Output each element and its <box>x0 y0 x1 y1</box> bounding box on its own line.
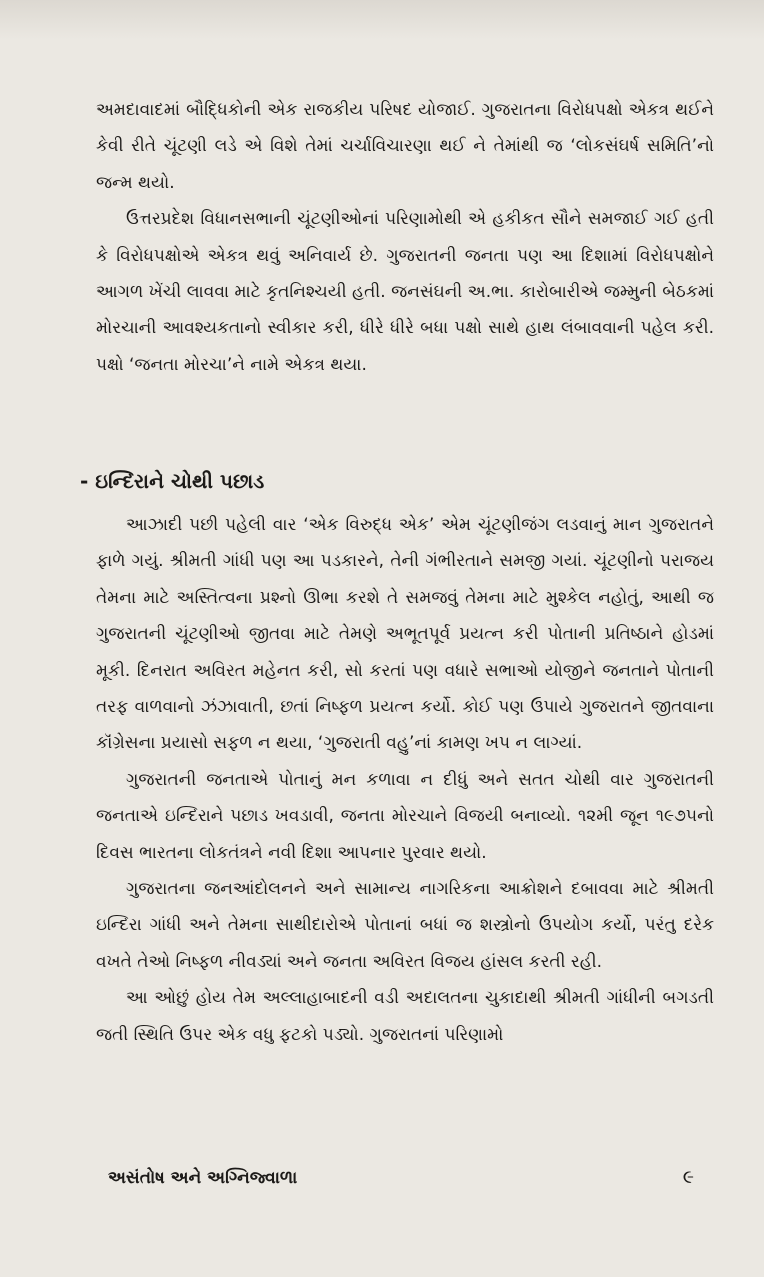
paragraph-1: અમદાવાદમાં બૌદ્ધિકોની એક રાજકીય પરિષદ યોજાઈ. ગુજરાતના વિરોધપક્ષો એકત્ર થઈને કેવી રીતે ચૂંટણી લડે એ વિશે તેમાં ચર્ચાવિચારણા થઈ ને તેમાંથી જ ‘લોકસંઘર્ષ સમિતિ’નો જન્મ થયો. <box>96 100 714 193</box>
bottom-text-block <box>96 507 714 1053</box>
paragraph-3: આઝાદી પછી પહેલી વાર ‘એક વિરુદ્ધ એક’ એમ ચૂંટણીજંગ લડવાનું માન ગુજરાતને ફાળે ગયું. શ્રીમતી ગાંધી પણ આ પડકારને, તેની ગંભીરતાને સમજી ગયાં. ચૂંટણીનો પરાજય તેમના માટે અસ્તિત્વના પ્રશ્નો ઊભા કરશે તે સમજવું તેમના માટે મુશ્કેલ નહોતું, આથી જ ગુજરાતની ચૂંટણીઓ જીતવા માટે તેમણે અભૂતપૂર્વ પ્રયત્ન કરી પોતાની પ્રતિષ્ઠાને હોડમાં મૂકી. દિનરાત અવિરત મહેનત કરી, સો કરતાં પણ વધારે સભાઓ યોજીને જનતાને પોતાની તરફ વાળવાનો ઝંઝાવાતી, છતાં નિષ્ફળ પ્રયત્ન કર્યો. કોઈ પણ ઉપાયે ગુજરાતને જીતવાના કૉંગ્રેસના પ્રયાસો સફળ ન થયા, ‘ગુજરાતી વહુ’નાં કામણ ખપ ન લાગ્યાં. <box>96 515 714 754</box>
paragraph-2: ઉત્તરપ્રદેશ વિધાનસભાની ચૂંટણીઓનાં પરિણામોથી એ હકીકત સૌને સમજાઈ ગઈ હતી કે વિરોધપક્ષોએ એકત્ર થવું અનિવાર્ય છે. ગુજરાતની જનતા પણ આ દિશામાં વિરોધપક્ષોને આગળ ખેંચી લાવવા માટે કૃતનિશ્ચયી હતી. જનસંઘની અ.ભા. કારોબારીએ જમ્મુની બેઠકમાં મોરચાની આવશ્યકતાનો સ્વીકાર કરી, ધીરે ધીરે બધા પક્ષો સાથે હાથ લંબાવવાની પહેલ કરી. પક્ષો ‘જનતા મોરચા’ને નામે એકત્ર થયા. <box>96 209 714 375</box>
section-heading-text: ઇન્દિરાને ચોથી પછાડ <box>95 469 265 493</box>
top-text-block <box>96 92 714 383</box>
paragraph-6: આ ઓછું હોય તેમ અલ્લાહાબાદની વડી અદાલતના ચુકાદાથી શ્રીમતી ગાંધીની બગડતી જતી સ્થિતિ ઉપર એક વધુ ફટકો પડ્યો. ગુજરાતનાં પરિણામો <box>96 988 714 1045</box>
paragraph-4: ગુજરાતની જનતાએ પોતાનું મન કળાવા ન દીધું અને સતત ચોથી વાર ગુજરાતની જનતાએ ઇન્દિરાને પછાડ ખવડાવી, જનતા મોરચાને વિજયી બનાવ્યો. ૧૨મી જૂન ૧૯૭૫નો દિવસ ભારતના લોકતંત્રને નવી દિશા આપનાર પુરવાર થયો. <box>96 769 714 863</box>
page-footer <box>0 1164 764 1204</box>
footer-book-title: અસંતોષ અને અગ્નિજ્વાળા <box>108 1168 298 1188</box>
page-top-shadow <box>0 0 764 40</box>
section-heading-marker: - <box>80 469 96 493</box>
paragraph-5: ગુજરાતના જનઆંદોલનને અને સામાન્ય નાગરિકના આક્રોશને દબાવવા માટે શ્રીમતી ઇન્દિરા ગાંધી અને તેમના સાથીદારોએ પોતાનાં બધાં જ શસ્ત્રોનો ઉપયોગ કર્યો, પરંતુ દરેક વખતે તેઓ નિષ્ફળ નીવડ્યાં અને જનતા અવિરત વિજય હાંસલ કરતી રહી. <box>96 879 714 972</box>
footer-page-number: ૯ <box>682 1166 694 1188</box>
section-heading <box>80 465 264 497</box>
